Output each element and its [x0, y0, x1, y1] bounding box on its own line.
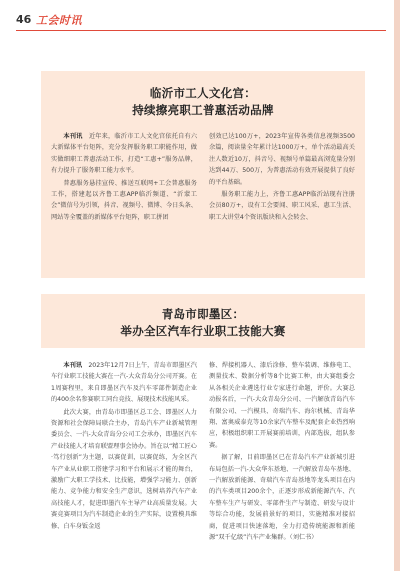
- article-title-line2: 举办全区汽车行业职工技能大赛: [120, 324, 286, 338]
- header-divider: [16, 30, 386, 31]
- article-title-line1: 青岛市即墨区：: [161, 307, 245, 321]
- paragraph: 此次大赛，由青岛市即墨区总工会、即墨区人力资源和社会保障局联合主办，青岛汽车产业新城管理委员会、一汽-大众青岛分公司工会承办，即墨区汽车产业技能人才培育联盟理事会协办。旨在以“精工匠心·笃行创新”为主题，以赛促训，以赛促练，为全区汽车产业从业职工搭建学习和平台和展示才能的舞台，激励广大职工学技术、比技能，增强学习能力、创新能力、竞争能力和安全生产意识，选树培养汽车产业高技能人才，促进即墨汽车主导产业高质量发展。大赛竞赛项目为汽车制造企业的生产实际，设置模具维修、白车身钣金返: [51, 408, 197, 530]
- article-body: [41, 119, 365, 224]
- paragraph: 服务职工能力上，齐鲁工惠APP临沂站现有注册会员80万+，设有工会要闻、职工风采、惠工生活、职工大讲堂4个资讯版块和入会转会、: [209, 191, 355, 221]
- section-title: 工会时讯: [36, 14, 82, 27]
- article-linyi: [41, 71, 365, 278]
- paragraph: 修、焊接机器人、漆后涂修、整车装调、维修电工、测量技术、数据分析等8个比赛工种，由大赛组委会从各相关企业遴选行业专家进行命题，评价。大赛总动报名后，一汽-大众青岛分公司、一汽解放青岛汽车有限公司、一汽模具、奇瑞汽车、海尔机械、青岛华翔、富奥威泰克等10余家汽车整车及配套企业热烈响应，积极组织职工开展赛前培训，内部选拔，组队参赛。: [209, 362, 355, 449]
- paragraph-text: 2023年12月7日上午，青岛市即墨区汽车行业职工技能大赛在一汽-大众青岛分公司开赛。在1周赛程里，来自即墨区汽车及汽车零部件制造企业的400余名参赛职工同台竞技、展现技术技能风采。: [51, 362, 198, 404]
- page-header: [0, 0, 400, 34]
- article-body: [41, 348, 365, 545]
- article-column-right: [209, 131, 355, 224]
- article-column-right: [209, 360, 355, 545]
- paragraph: [51, 131, 197, 177]
- paragraph-text: 近年来，临沂市工人文化宫依托自有六大新媒体平台矩阵，充分发挥服务职工职能作用，做实做细职工普惠活动工作，打造“工惠+”服务品牌，有力提升了服务职工能力水平。: [51, 133, 198, 175]
- paragraph: 创效已达100万+，2023年宣传各类信息视频3500余篇，阅读量全年累计达1000万+，单个活动最高关注人数近10万，抖音号、视频号单篇最高浏览量分别达到44万、500万，为普惠活动有效开展提供了良好的平台基础。: [209, 133, 355, 186]
- article-column-left: [51, 131, 197, 224]
- paragraph: 普惠服务悬挂宣传、推送互联网+工会普惠服务工作，搭建起以齐鲁工惠APP临沂频道、“沂蒙工会”微信号为引领，抖音、视频号、微博、今日头条、网站等全覆盖的新媒体平台矩阵，职工拼团: [51, 179, 197, 221]
- article-column-left: [51, 360, 197, 545]
- paragraph: 据了解，目前即墨区已在青岛汽车产业新城引进布局包括一汽-大众华东基地、一汽解放青岛车基地、一汽解放新能源、奇瑞汽车青岛基地等龙头项目在内的汽车类项目200余个，正逐步形成新能源汽车、汽车整车生产与研发、零部件生产与制造、研发与设计等综合功能，发展前景好的项目，实施精准对接招商，促进项目快速落地，全力打造传统能源和新能源“双千亿级”汽车产业集群。（刘仁书）: [209, 454, 355, 542]
- page-edge-strip: [394, 0, 400, 571]
- lead-label: 本刊讯: [63, 133, 83, 140]
- page-number: 46: [16, 13, 32, 26]
- article-title: [41, 71, 365, 119]
- article-title-line2: 持续擦亮职工普惠活动品牌: [132, 103, 274, 117]
- paragraph: [51, 360, 197, 406]
- article-title-line1: 临沂市工人文化宫：: [149, 86, 257, 100]
- article-title: [41, 294, 365, 348]
- article-jimo: [41, 294, 365, 556]
- lead-label: 本刊讯: [63, 362, 83, 369]
